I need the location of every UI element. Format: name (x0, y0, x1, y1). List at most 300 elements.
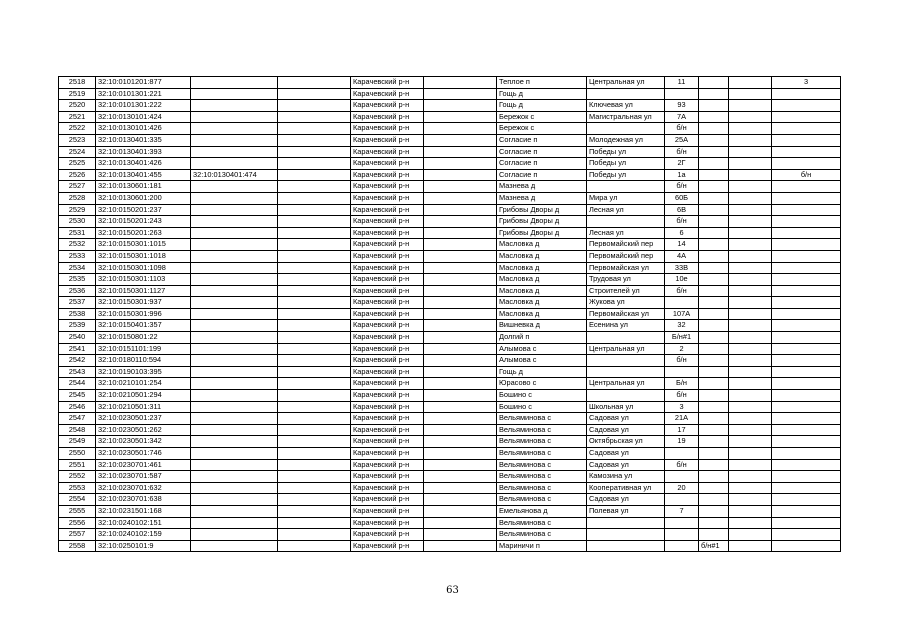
table-cell (665, 471, 699, 483)
table-cell: Садовая ул (587, 494, 665, 506)
table-cell (278, 378, 351, 390)
table-cell (699, 181, 729, 193)
table-cell (772, 378, 841, 390)
table-cell (665, 529, 699, 541)
table-cell: Грибовы Дворы д (497, 227, 587, 239)
table-cell (191, 355, 278, 367)
table-cell (587, 366, 665, 378)
table-cell: Карачевский р-н (351, 308, 424, 320)
table-cell: Карачевский р-н (351, 378, 424, 390)
table-cell: Карачевский р-н (351, 88, 424, 100)
table-cell (191, 204, 278, 216)
table-cell (278, 471, 351, 483)
table-cell (729, 239, 772, 251)
table-cell (424, 505, 497, 517)
table-row (59, 123, 841, 135)
table-cell: Карачевский р-н (351, 192, 424, 204)
table-cell: б/н#1 (699, 540, 729, 552)
table-cell (278, 146, 351, 158)
table-cell: 1а (665, 169, 699, 181)
table-body (59, 77, 841, 552)
table-cell (699, 366, 729, 378)
table-cell (278, 297, 351, 309)
table-row (59, 378, 841, 390)
table-cell: Карачевский р-н (351, 424, 424, 436)
table-cell: 32:10:0130401:393 (96, 146, 191, 158)
table-cell: 32:10:0130601:200 (96, 192, 191, 204)
table-cell (772, 413, 841, 425)
table-cell (729, 482, 772, 494)
table-cell (699, 227, 729, 239)
table-cell: 32:10:0130401:335 (96, 134, 191, 146)
table-cell: 32:10:0230501:262 (96, 424, 191, 436)
table-row (59, 436, 841, 448)
table-cell (191, 366, 278, 378)
table-cell: Вельяминова с (497, 494, 587, 506)
table-cell (699, 517, 729, 529)
table-cell (424, 297, 497, 309)
table-cell (278, 77, 351, 89)
table-cell: Карачевский р-н (351, 274, 424, 286)
table-cell (772, 401, 841, 413)
table-row (59, 111, 841, 123)
table-cell (278, 343, 351, 355)
table-cell: 32:10:0230501:746 (96, 448, 191, 460)
table-cell: Б/н#1 (665, 332, 699, 344)
table-cell (699, 134, 729, 146)
table-cell: 2534 (59, 262, 96, 274)
table-cell (278, 424, 351, 436)
table-cell: 32:10:0230701:638 (96, 494, 191, 506)
table-cell: Масловка д (497, 250, 587, 262)
table-cell (772, 390, 841, 402)
table-cell: 32:10:0150201:263 (96, 227, 191, 239)
table-cell (424, 100, 497, 112)
table-cell (191, 378, 278, 390)
table-cell: б/н (665, 216, 699, 228)
table-cell (772, 320, 841, 332)
table-cell: Масловка д (497, 274, 587, 286)
table-cell (699, 308, 729, 320)
table-cell: 2527 (59, 181, 96, 193)
table-cell (424, 355, 497, 367)
table-cell: Карачевский р-н (351, 239, 424, 251)
table-cell (278, 134, 351, 146)
table-cell: 2549 (59, 436, 96, 448)
table-cell: Школьная ул (587, 401, 665, 413)
table-cell: 32:10:0180110:594 (96, 355, 191, 367)
table-cell: Мира ул (587, 192, 665, 204)
table-cell: 60Б (665, 192, 699, 204)
table-row (59, 401, 841, 413)
table-cell (424, 471, 497, 483)
table-cell: Вельяминова с (497, 459, 587, 471)
table-cell (278, 216, 351, 228)
table-cell (278, 390, 351, 402)
table-cell (772, 192, 841, 204)
table-cell (278, 448, 351, 460)
table-cell (278, 320, 351, 332)
table-row (59, 517, 841, 529)
table-cell: Согласие п (497, 169, 587, 181)
table-row (59, 355, 841, 367)
table-cell (424, 285, 497, 297)
table-cell: Карачевский р-н (351, 355, 424, 367)
table-cell (424, 204, 497, 216)
table-cell: 3 (665, 401, 699, 413)
table-cell (278, 529, 351, 541)
table-cell (278, 436, 351, 448)
table-cell (191, 285, 278, 297)
table-cell (772, 343, 841, 355)
table-cell: Гощь д (497, 100, 587, 112)
table-row (59, 297, 841, 309)
table-cell (729, 355, 772, 367)
table-cell: 32 (665, 320, 699, 332)
table-cell: Алымова с (497, 355, 587, 367)
table-cell: б/н (665, 181, 699, 193)
table-row (59, 390, 841, 402)
table-cell (772, 459, 841, 471)
table-cell (424, 366, 497, 378)
table-row (59, 505, 841, 517)
table-cell (699, 123, 729, 135)
table-cell: Карачевский р-н (351, 540, 424, 552)
table-cell: Вишневка д (497, 320, 587, 332)
table-cell (772, 239, 841, 251)
table-cell: 4А (665, 250, 699, 262)
table-cell (424, 494, 497, 506)
table-cell: 32:10:0130101:424 (96, 111, 191, 123)
table-cell: Вельяминова с (497, 448, 587, 460)
table-cell (665, 540, 699, 552)
table-cell: Карачевский р-н (351, 401, 424, 413)
table-cell: Вельяминова с (497, 424, 587, 436)
table-cell: 32:10:0150301:1103 (96, 274, 191, 286)
table-cell: Бережок с (497, 111, 587, 123)
table-cell (729, 436, 772, 448)
table-cell (729, 332, 772, 344)
table-cell: 2531 (59, 227, 96, 239)
table-cell (191, 146, 278, 158)
table-cell (729, 390, 772, 402)
table-cell: 32:10:0150301:1015 (96, 239, 191, 251)
table-cell (191, 77, 278, 89)
table-cell: Масловка д (497, 297, 587, 309)
table-cell (699, 285, 729, 297)
table-cell: 32:10:0230701:461 (96, 459, 191, 471)
table-cell: Камозина ул (587, 471, 665, 483)
table-cell (587, 181, 665, 193)
table-cell: Вельяминова с (497, 471, 587, 483)
table-cell (665, 297, 699, 309)
table-cell: Карачевский р-н (351, 517, 424, 529)
table-cell: Октябрьская ул (587, 436, 665, 448)
table-cell (699, 297, 729, 309)
table-cell (278, 494, 351, 506)
table-cell (424, 192, 497, 204)
table-cell: 2557 (59, 529, 96, 541)
table-cell (772, 123, 841, 135)
table-cell: 2538 (59, 308, 96, 320)
table-cell: 17 (665, 424, 699, 436)
table-cell (424, 181, 497, 193)
table-row (59, 100, 841, 112)
table-cell (424, 123, 497, 135)
table-cell: Гощь д (497, 88, 587, 100)
table-cell: 32:10:0150301:996 (96, 308, 191, 320)
table-cell: Карачевский р-н (351, 390, 424, 402)
table-cell: 3 (772, 77, 841, 89)
table-row (59, 529, 841, 541)
table-cell: б/н (665, 355, 699, 367)
table-cell (278, 355, 351, 367)
table-cell (699, 378, 729, 390)
table-cell (729, 77, 772, 89)
table-cell: Победы ул (587, 169, 665, 181)
table-cell: 32:10:0240102:159 (96, 529, 191, 541)
table-cell (278, 366, 351, 378)
table-row (59, 158, 841, 170)
table-cell (424, 424, 497, 436)
table-cell: 2555 (59, 505, 96, 517)
page-number: 63 (446, 585, 459, 596)
table-cell (424, 262, 497, 274)
table-cell (699, 390, 729, 402)
table-cell: Садовая ул (587, 424, 665, 436)
table-cell (665, 366, 699, 378)
table-cell (729, 227, 772, 239)
table-row (59, 204, 841, 216)
table-cell (772, 274, 841, 286)
table-cell (424, 436, 497, 448)
table-cell: 2556 (59, 517, 96, 529)
table-cell: Строителей ул (587, 285, 665, 297)
table-cell (772, 227, 841, 239)
table-cell (772, 436, 841, 448)
table-cell: 32:10:0250101:9 (96, 540, 191, 552)
table-cell (278, 401, 351, 413)
table-cell (424, 308, 497, 320)
table-cell (191, 227, 278, 239)
table-cell: 32:10:0151101:199 (96, 343, 191, 355)
table-cell (278, 308, 351, 320)
table-cell (278, 123, 351, 135)
table-cell (191, 274, 278, 286)
table-cell (191, 123, 278, 135)
table-cell (665, 448, 699, 460)
table-cell (729, 424, 772, 436)
table-cell: Лесная ул (587, 204, 665, 216)
table-cell (191, 448, 278, 460)
table-cell (772, 332, 841, 344)
table-cell: б/н (665, 459, 699, 471)
table-cell: Карачевский р-н (351, 123, 424, 135)
table-cell (729, 540, 772, 552)
table-row (59, 343, 841, 355)
table-cell: Масловка д (497, 285, 587, 297)
table-cell: 32:10:0150301:1098 (96, 262, 191, 274)
table-cell (772, 505, 841, 517)
table-cell (772, 250, 841, 262)
table-cell (699, 204, 729, 216)
table-cell: 2530 (59, 216, 96, 228)
table-cell (665, 494, 699, 506)
table-cell (278, 88, 351, 100)
table-cell (587, 355, 665, 367)
table-cell (729, 100, 772, 112)
table-cell (587, 88, 665, 100)
table-cell (699, 320, 729, 332)
table-cell (278, 517, 351, 529)
table-cell: Карачевский р-н (351, 169, 424, 181)
table-cell (729, 529, 772, 541)
table-cell: 32:10:0150301:1127 (96, 285, 191, 297)
table-cell (665, 88, 699, 100)
table-cell: 7А (665, 111, 699, 123)
table-cell: 2529 (59, 204, 96, 216)
table-cell (772, 216, 841, 228)
table-cell (191, 401, 278, 413)
table-cell (729, 308, 772, 320)
table-cell (424, 250, 497, 262)
table-cell: Первомайская ул (587, 262, 665, 274)
table-cell (424, 401, 497, 413)
table-row (59, 181, 841, 193)
table-cell (191, 216, 278, 228)
table-cell (699, 250, 729, 262)
table-cell: Карачевский р-н (351, 285, 424, 297)
table-cell (424, 459, 497, 471)
table-cell: Масловка д (497, 262, 587, 274)
table-cell (699, 355, 729, 367)
table-row (59, 262, 841, 274)
table-cell (424, 390, 497, 402)
table-cell: б/н (665, 390, 699, 402)
table-cell (729, 250, 772, 262)
table-cell (729, 494, 772, 506)
table-cell: Карачевский р-н (351, 529, 424, 541)
table-cell (699, 494, 729, 506)
table-cell: Карачевский р-н (351, 250, 424, 262)
table-cell (699, 343, 729, 355)
table-cell: Карачевский р-н (351, 134, 424, 146)
table-cell: Вельяминова с (497, 482, 587, 494)
table-cell: Карачевский р-н (351, 216, 424, 228)
table-cell: Карачевский р-н (351, 320, 424, 332)
table-cell: 32:10:0210101:254 (96, 378, 191, 390)
table-cell (699, 482, 729, 494)
table-cell: 2551 (59, 459, 96, 471)
table-cell (278, 332, 351, 344)
table-cell: 32:10:0150801:22 (96, 332, 191, 344)
table-cell (424, 482, 497, 494)
table-cell: 2537 (59, 297, 96, 309)
table-cell (772, 88, 841, 100)
table-cell: 32:10:0230501:237 (96, 413, 191, 425)
table-cell (699, 436, 729, 448)
table-cell: 2519 (59, 88, 96, 100)
table-cell (729, 471, 772, 483)
table-cell (424, 448, 497, 460)
table-cell: Карачевский р-н (351, 227, 424, 239)
table-cell (278, 169, 351, 181)
table-cell: Вельяминова с (497, 517, 587, 529)
table-cell: 32:10:0130401:426 (96, 158, 191, 170)
table-cell: Центральная ул (587, 77, 665, 89)
table-cell: 93 (665, 100, 699, 112)
table-cell (699, 332, 729, 344)
table-cell: Карачевский р-н (351, 471, 424, 483)
table-row (59, 332, 841, 344)
table-cell (278, 262, 351, 274)
table-cell (665, 517, 699, 529)
table-cell: 32:10:0230501:342 (96, 436, 191, 448)
table-row (59, 448, 841, 460)
table-cell (278, 505, 351, 517)
table-cell (587, 123, 665, 135)
table-cell (191, 262, 278, 274)
table-cell: Карачевский р-н (351, 262, 424, 274)
table-cell (424, 146, 497, 158)
table-cell: 2535 (59, 274, 96, 286)
table-row (59, 77, 841, 89)
table-cell (699, 471, 729, 483)
table-cell: Молодежная ул (587, 134, 665, 146)
table-cell (772, 297, 841, 309)
table-cell: 2521 (59, 111, 96, 123)
table-cell (191, 529, 278, 541)
table-cell: 7 (665, 505, 699, 517)
table-cell (729, 378, 772, 390)
table-cell: 2558 (59, 540, 96, 552)
table-cell (191, 424, 278, 436)
table-cell (587, 529, 665, 541)
table-cell (424, 239, 497, 251)
table-cell (699, 77, 729, 89)
table-cell: Трудовая ул (587, 274, 665, 286)
table-cell: Карачевский р-н (351, 494, 424, 506)
table-cell (191, 494, 278, 506)
table-cell: 14 (665, 239, 699, 251)
table-cell: 2541 (59, 343, 96, 355)
table-cell (772, 134, 841, 146)
table-cell: 11 (665, 77, 699, 89)
table-cell (772, 308, 841, 320)
table-row (59, 424, 841, 436)
table-cell: Алымова с (497, 343, 587, 355)
table-cell (191, 88, 278, 100)
table-cell: 2522 (59, 123, 96, 135)
table-cell: 10е (665, 274, 699, 286)
table-cell: 2539 (59, 320, 96, 332)
table-cell: Карачевский р-н (351, 77, 424, 89)
table-cell (699, 424, 729, 436)
table-cell (729, 146, 772, 158)
table-cell: Емельянова д (497, 505, 587, 517)
table-cell (278, 413, 351, 425)
table-cell: Б/н (665, 378, 699, 390)
table-cell: Ключевая ул (587, 100, 665, 112)
table-row (59, 540, 841, 552)
table-cell (772, 111, 841, 123)
table-cell (699, 239, 729, 251)
table-cell (191, 436, 278, 448)
table-cell: 32:10:0150301:937 (96, 297, 191, 309)
table-cell (772, 355, 841, 367)
table-cell: 2543 (59, 366, 96, 378)
table-row (59, 250, 841, 262)
